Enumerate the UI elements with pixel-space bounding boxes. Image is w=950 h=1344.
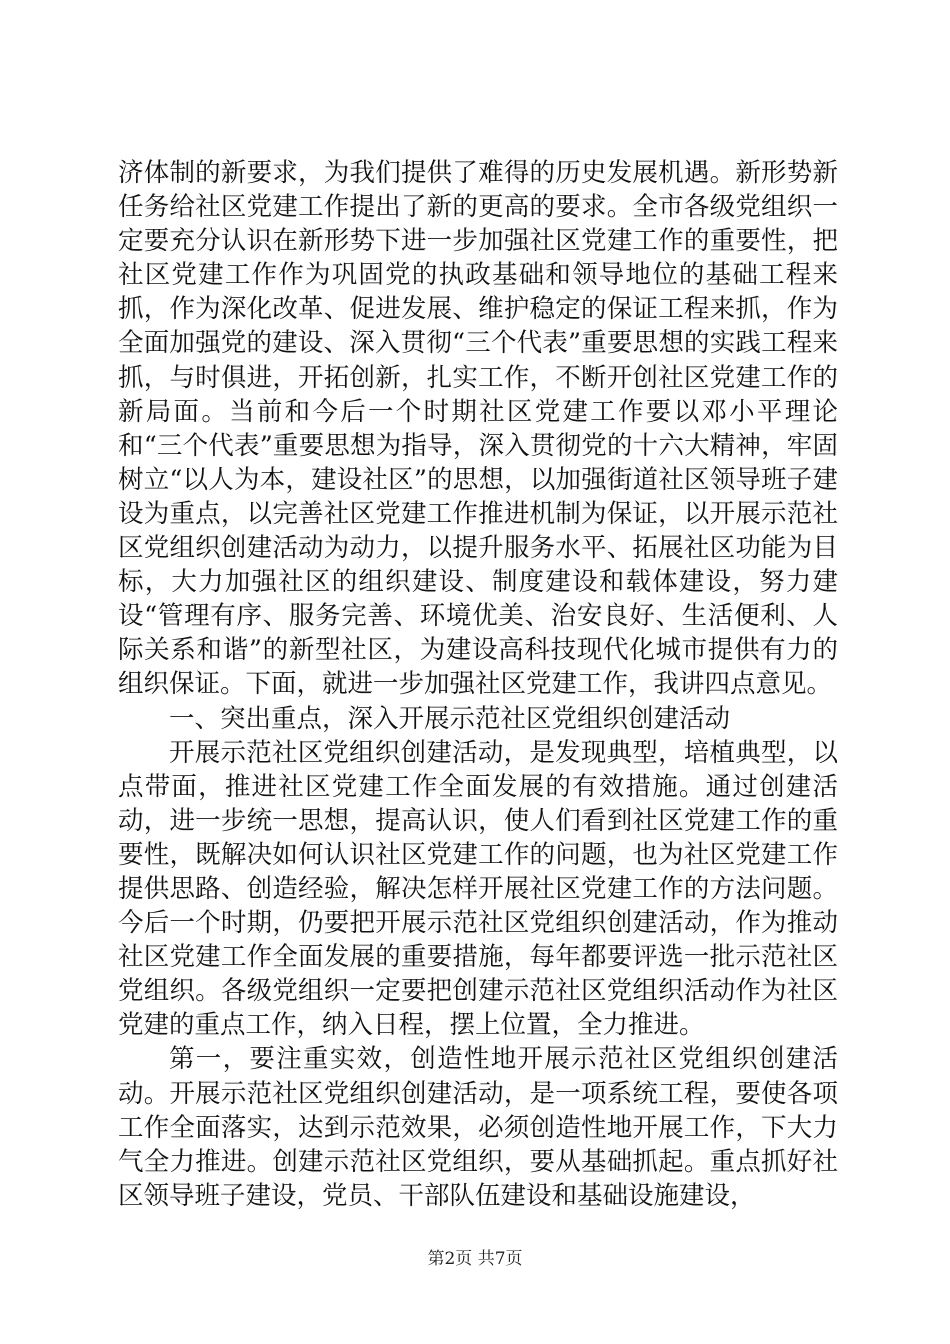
document-body bbox=[118, 156, 838, 1213]
body-paragraph-2: 开展示范社区党组织创建活动，是发现典型，培植典型，以点带面，推进社区党建工作全面发展的有效措施。通过创建活动，进一步统一思想，提高认识，使人们看到社区党建工作的重要性，既解决如何认识社区党建工作的问题，也为社区党建工作提供思路、创造经验，解决怎样开展社区党建工作的方法问题。今后一个时期，仍要把开展示范社区党组织创建活动，作为推动社区党建工作全面发展的重要措施，每年都要评选一批示范社区党组织。各级党组织一定要把创建示范社区党组织活动作为社区党建的重点工作，纳入日程，摆上位置，全力推进。 bbox=[118, 737, 838, 1041]
body-paragraph-3: 第一，要注重实效，创造性地开展示范社区党组织创建活动。开展示范社区党组织创建活动，是一项系统工程，要使各项工作全面落实，达到示范效果，必须创造性地开展工作，下大力气全力推进。创建示范社区党组织，要从基础抓起。重点抓好社区领导班子建设，党员、干部队伍建设和基础设施建设， bbox=[118, 1044, 838, 1211]
section-heading-1: 一、突出重点，深入开展示范社区党组织创建活动 bbox=[169, 703, 731, 734]
page-number-label: 第2页 共7页 bbox=[427, 1249, 523, 1269]
body-paragraph-1: 济体制的新要求，为我们提供了难得的历史发展机遇。新形势新任务给社区党建工作提出了新的更高的要求。全市各级党组织一定要充分认识在新形势下进一步加强社区党建工作的重要性，把社区党建工作作为巩固党的执政基础和领导地位的基础工程来抓，作为深化改革、促进发展、维护稳定的保证工程来抓，作为全面加强党的建设、深入贯彻“三个代表”重要思想的实践工程来抓，与时俱进，开拓创新，扎实工作，不断开创社区党建工作的新局面。当前和今后一个时期社区党建工作要以邓小平理论和“三个代表”重要思想为指导，深入贯彻党的十六大精神，牢固树立“以人为本，建设社区”的思想，以加强街道社区领导班子建设为重点，以完善社区党建工作推进机制为保证，以开展示范社区党组织创建活动为动力，以提升服务水平、拓展社区功能为目标，大力加强社区的组织建设、制度建设和载体建设，努力建设“管理有序、服务完善、环境优美、治安良好、生活便利、人际关系和谐”的新型社区，为建设高科技现代化城市提供有力的组织保证。下面，就进一步加强社区党建工作，我讲四点意见。 bbox=[118, 158, 838, 700]
page-footer bbox=[0, 1248, 950, 1270]
